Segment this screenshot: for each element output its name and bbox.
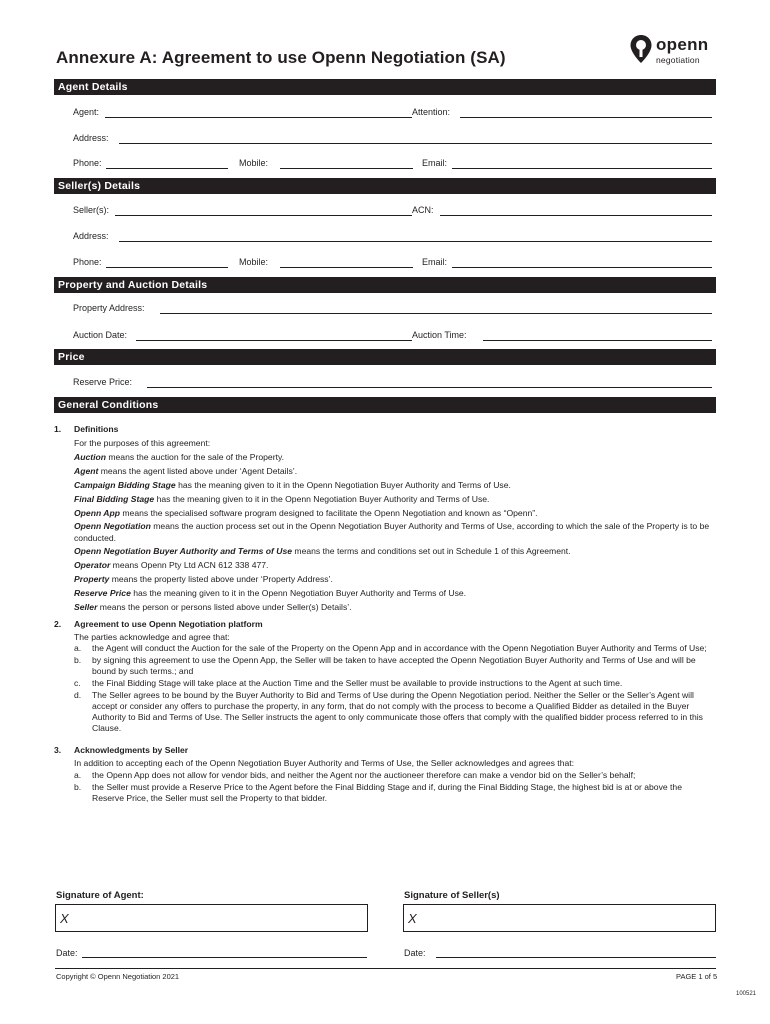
auction-time-field[interactable] bbox=[483, 340, 712, 341]
agent-address-label: Address: bbox=[73, 133, 109, 143]
signature-seller-label: Signature of Seller(s) bbox=[404, 890, 500, 901]
definitions-list bbox=[54, 450, 714, 614]
seller-date-field[interactable] bbox=[436, 957, 716, 958]
price-heading: Price bbox=[54, 349, 716, 365]
definition-text: means the property listed above under ‘Property Address’. bbox=[109, 574, 333, 584]
signature-seller-box[interactable] bbox=[403, 904, 716, 932]
clause-item bbox=[54, 782, 714, 804]
clause-letter: b. bbox=[74, 655, 82, 665]
seller-date-label: Date: bbox=[404, 948, 426, 958]
clause-item bbox=[54, 643, 714, 654]
definition-term: Seller bbox=[74, 602, 98, 612]
signature-mark: X bbox=[60, 911, 69, 926]
section-number: 3. bbox=[54, 745, 62, 755]
seller-details-heading: Seller(s) Details bbox=[54, 178, 716, 194]
agent-mobile-label: Mobile: bbox=[239, 158, 269, 168]
clause-text: the Final Bidding Stage will take place at the Auction Time and the Seller must be available to provide instructions to the Agent at such time. bbox=[92, 678, 623, 688]
property-address-label: Property Address: bbox=[73, 303, 145, 313]
definition-term: Property bbox=[74, 574, 110, 584]
signature-mark: X bbox=[408, 911, 417, 926]
definition-term: Agent bbox=[74, 466, 99, 476]
section-title: Definitions bbox=[74, 424, 119, 434]
copyright-text: Copyright © Openn Negotiation 2021 bbox=[56, 972, 180, 981]
seller-field[interactable] bbox=[115, 215, 412, 216]
seller-email-label: Email: bbox=[422, 257, 448, 267]
signature-agent-box[interactable] bbox=[55, 904, 368, 932]
general-conditions bbox=[54, 420, 714, 805]
agent-phone-field[interactable] bbox=[106, 168, 228, 169]
openn-logo bbox=[629, 33, 719, 67]
agent-email-field[interactable] bbox=[452, 168, 712, 169]
definition-item bbox=[54, 520, 714, 544]
definition-item bbox=[54, 450, 714, 464]
general-conditions-heading: General Conditions bbox=[54, 397, 716, 413]
reserve-price-field[interactable] bbox=[147, 387, 712, 388]
agent-phone-label: Phone: bbox=[73, 158, 102, 168]
clause-item bbox=[54, 655, 714, 677]
definition-item bbox=[54, 478, 714, 492]
document-code: 100521 bbox=[736, 991, 757, 997]
definition-text: means the terms and conditions set out in Schedule 1 of this Agreement. bbox=[292, 546, 571, 556]
definition-text: means the person or persons listed above under Seller(s) Details’. bbox=[97, 602, 352, 612]
definition-text: means the specialised software program designed to facilitate the Openn Negotiation and known as “Openn”. bbox=[120, 508, 538, 518]
auction-date-field[interactable] bbox=[136, 340, 412, 341]
definition-term: Openn Negotiation Buyer Authority and Terms of Use bbox=[74, 546, 293, 556]
definition-text: has the meaning given to it in the Openn Negotiation Buyer Authority and Terms of Use. bbox=[175, 480, 511, 490]
definition-term: Campaign Bidding Stage bbox=[74, 480, 176, 490]
definition-text: means the agent listed above under ‘Agent Details’. bbox=[98, 466, 298, 476]
section-title: Agreement to use Openn Negotiation platform bbox=[74, 619, 263, 629]
page-title: Annexure A: Agreement to use Openn Negotiation (SA) bbox=[56, 48, 506, 67]
agent-mobile-field[interactable] bbox=[280, 168, 413, 169]
agent-email-label: Email: bbox=[422, 158, 448, 168]
property-details-heading: Property and Auction Details bbox=[54, 277, 716, 293]
agent-address-field[interactable] bbox=[119, 143, 712, 144]
location-pin-icon bbox=[629, 34, 653, 64]
section-3-heading bbox=[54, 743, 714, 757]
clause-text: by signing this agreement to use the Openn App, the Seller will be taken to have accepted the Openn Negotiation Buyer Authority and Terms of Use and will be bound by such terms.; and bbox=[92, 655, 696, 676]
definition-term: Final Bidding Stage bbox=[74, 494, 155, 504]
definition-item bbox=[54, 544, 714, 558]
definition-item bbox=[54, 572, 714, 586]
property-address-field[interactable] bbox=[160, 313, 712, 314]
logo-wordmark: openn bbox=[656, 35, 709, 54]
definition-item bbox=[54, 492, 714, 506]
page-number: PAGE 1 of 5 bbox=[676, 972, 718, 981]
seller-email-field[interactable] bbox=[452, 267, 712, 268]
section-1-heading bbox=[54, 422, 714, 436]
section-3-intro: In addition to accepting each of the Openn Negotiation Buyer Authority and Terms of Use, the Seller acknowledges and agrees that: bbox=[74, 758, 575, 768]
definition-term: Operator bbox=[74, 560, 111, 570]
footer-divider bbox=[55, 968, 716, 969]
agent-details-heading: Agent Details bbox=[54, 79, 716, 95]
agent-date-field[interactable] bbox=[82, 957, 367, 958]
signature-agent-label: Signature of Agent: bbox=[56, 890, 144, 901]
seller-mobile-field[interactable] bbox=[280, 267, 413, 268]
definition-item bbox=[54, 506, 714, 520]
definition-term: Auction bbox=[74, 452, 106, 462]
definition-text: means Openn Pty Ltd ACN 612 338 477. bbox=[110, 560, 269, 570]
definition-item bbox=[54, 464, 714, 478]
clause-letter: b. bbox=[74, 782, 82, 792]
attention-label: Attention: bbox=[412, 107, 451, 117]
section-2-items bbox=[54, 643, 714, 734]
section-number: 1. bbox=[54, 424, 62, 434]
clause-text: the Agent will conduct the Auction for the sale of the Property on the Openn App and in accordance with the Openn Negotiation Buyer Authority and Terms of Use; bbox=[92, 643, 707, 653]
agent-date-label: Date: bbox=[56, 948, 78, 958]
clause-letter: c. bbox=[74, 678, 81, 688]
seller-address-field[interactable] bbox=[119, 241, 712, 242]
logo-subtitle: negotiation bbox=[656, 55, 700, 65]
definition-item bbox=[54, 558, 714, 572]
clause-letter: a. bbox=[74, 643, 82, 653]
section-title: Acknowledgments by Seller bbox=[74, 745, 189, 755]
seller-mobile-label: Mobile: bbox=[239, 257, 269, 267]
seller-phone-label: Phone: bbox=[73, 257, 102, 267]
acn-field[interactable] bbox=[440, 215, 712, 216]
auction-date-label: Auction Date: bbox=[73, 330, 128, 340]
reserve-price-label: Reserve Price: bbox=[73, 377, 133, 387]
definition-term: Openn Negotiation bbox=[74, 521, 151, 531]
definition-text: has the meaning given to it in the Openn Negotiation Buyer Authority and Terms of Use. bbox=[130, 588, 467, 598]
attention-field[interactable] bbox=[460, 117, 712, 118]
section-1-intro: For the purposes of this agreement: bbox=[74, 438, 211, 448]
section-2-heading bbox=[54, 617, 714, 631]
clause-text: the Seller must provide a Reserve Price to the Agent before the Final Bidding Stage and if, during the Final Bidding Stage, the highest bid is at or above the Reserve Price, the Seller must sell the Property to that bidder. bbox=[92, 782, 682, 803]
definition-item bbox=[54, 600, 714, 614]
definition-term: Openn App bbox=[74, 508, 120, 518]
definition-text: means the auction process set out in the Openn Negotiation Buyer Authority and Terms of Use, according to which the sale of the Property is to be conducted. bbox=[74, 521, 710, 543]
clause-text: The Seller agrees to be bound by the Buyer Authority to Bid and Terms of Use during the Openn Negotiation period. Neither the Seller or the Seller’s Agent will accept or consider any offers to purchase the property, in any form, that do not comply with the process to become a Qualified Bidder as detailed in the Buyer Authority to Bid and Terms of Use. The Seller instructs the agent to only communicate those offers that comply with the qualified bidder process referred to in this Clause. bbox=[92, 690, 703, 733]
seller-label: Seller(s): bbox=[73, 205, 110, 215]
clause-letter: a. bbox=[74, 770, 82, 780]
clause-item bbox=[54, 678, 714, 689]
definition-text: means the auction for the sale of the Property. bbox=[105, 452, 285, 462]
acn-label: ACN: bbox=[412, 205, 434, 215]
definition-text: has the meaning given to it in the Openn Negotiation Buyer Authority and Terms of Use. bbox=[154, 494, 490, 504]
agent-field[interactable] bbox=[105, 117, 412, 118]
definition-item bbox=[54, 586, 714, 600]
clause-item bbox=[54, 770, 714, 781]
seller-address-label: Address: bbox=[73, 231, 109, 241]
section-number: 2. bbox=[54, 619, 62, 629]
auction-time-label: Auction Time: bbox=[412, 330, 467, 340]
clause-letter: d. bbox=[74, 690, 82, 700]
section-3-items bbox=[54, 770, 714, 804]
definition-term: Reserve Price bbox=[74, 588, 131, 598]
seller-phone-field[interactable] bbox=[106, 267, 228, 268]
agent-label: Agent: bbox=[73, 107, 100, 117]
clause-text: the Openn App does not allow for vendor bids, and neither the Agent nor the auctioneer therefore can make a vendor bid on the Seller’s behalf; bbox=[92, 770, 636, 780]
clause-item bbox=[54, 690, 714, 734]
section-2-intro: The parties acknowledge and agree that: bbox=[74, 632, 230, 642]
